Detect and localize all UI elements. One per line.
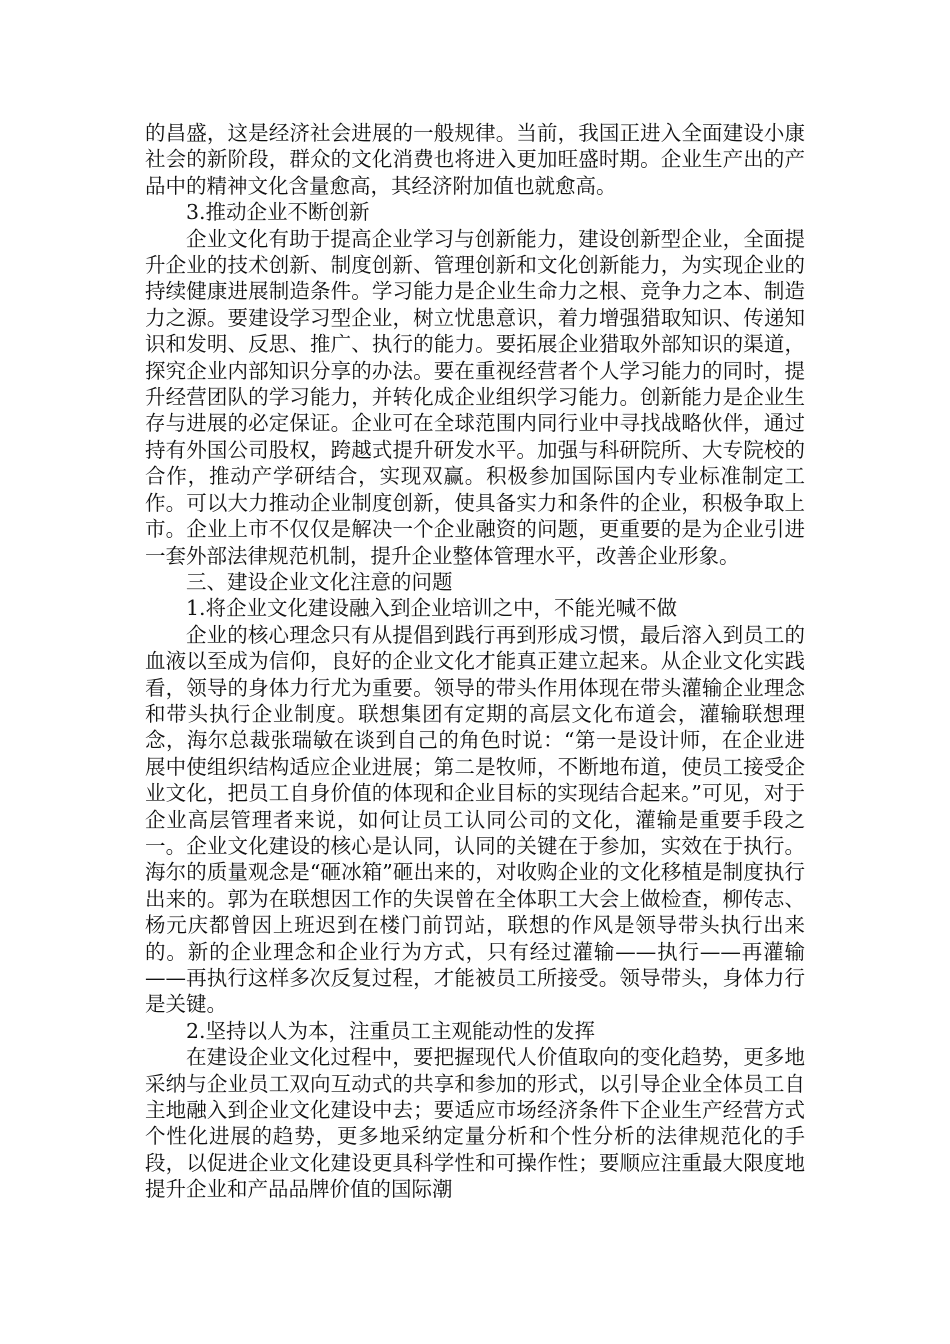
document-page	[145, 120, 805, 1203]
paragraph-innovation: 企业文化有助于提高企业学习与创新能力，建设创新型企业，全面提升企业的技术创新、制度创新、管理创新和文化创新能力，为实现企业的持续健康进展制造条件。学习能力是企业生命力之根、竞争力之本、制造力之源。要建设学习型企业，树立忧患意识，着力增强猎取知识、传递知识和发明、反思、推广、执行的能力。要拓展企业猎取外部知识的渠道，探究企业内部知识分享的办法。要在重视经营者个人学习能力的同时，提升经营团队的学习能力，并转化成企业组织学习能力。创新能力是企业生存与进展的必定保证。企业可在全球范围内同行业中寻找战略伙伴，通过持有外国公司股权，跨越式提升研发水平。加强与科研院所、大专院校的合作，推动产学研结合，实现双赢。积极参加国际国内专业标准制定工作。可以大力推动企业制度创新，使具备实力和条件的企业，积极争取上市。企业上市不仅仅是解决一个企业融资的问题，更重要的是为企业引进一套外部法律规范机制，提升企业整体管理水平，改善企业形象。	[145, 226, 805, 568]
section-heading-innovation: 3.推动企业不断创新	[186, 200, 370, 225]
paragraph-training: 企业的核心理念只有从提倡到践行再到形成习惯，最后溶入到员工的血液以至成为信仰，良好的企业文化才能真正建立起来。从企业文化实践看，领导的身体力行尤为重要。领导的带头作用体现在带头灌输企业理念和带头执行企业制度。联想集团有定期的高层文化布道会，灌输联想理念，海尔总裁张瑞敏在谈到自己的角色时说：“第一是设计师，在企业进展中使组织结构适应企业进展；第二是牧师，不断地布道，使员工接受企业文化，把员工自身价值的体现和企业目标的实现结合起来。”可见，对于企业高层管理者来说，如何让员工认同公司的文化，灌输是重要手段之一。企业文化建设的核心是认同，认同的关键在于参加，实效在于执行。海尔的质量观念是“砸冰箱”砸出来的，对收购企业的文化移植是制度执行出来的。郭为在联想因工作的失误曾在全体职工大会上做检查，柳传志、杨元庆都曾因上班迟到在楼门前罚站，联想的作风是领导带头执行出来的。新的企业理念和企业行为方式，只有经过灌输——执行——再灌输——再执行这样多次反复过程，才能被员工所接受。领导带头，身体力行是关键。	[145, 622, 805, 1017]
section-heading-issues: 三、建设企业文化注意的问题	[186, 569, 453, 594]
subsection-heading-training: 1.将企业文化建设融入到企业培训之中，不能光喊不做	[186, 596, 678, 621]
paragraph-people: 在建设企业文化过程中，要把握现代人价值取向的变化趋势，更多地采纳与企业员工双向互动式的共享和参加的形式，以引导企业全体员工自主地融入到企业文化建设中去；要适应市场经济条件下企业生产经营方式个性化进展的趋势，更多地采纳定量分析和个性分析的法律规范化的手段，以促进企业文化建设更具科学性和可操作性；要顺应注重最大限度地提升企业和产品品牌价值的国际潮	[145, 1045, 805, 1202]
paragraph-continuation: 的昌盛，这是经济社会进展的一般规律。当前，我国正进入全面建设小康社会的新阶段，群众的文化消费也将进入更加旺盛时期。企业生产出的产品中的精神文化含量愈高，其经济附加值也就愈高。	[145, 121, 805, 198]
subsection-heading-people: 2.坚持以人为本，注重员工主观能动性的发挥	[186, 1018, 596, 1043]
